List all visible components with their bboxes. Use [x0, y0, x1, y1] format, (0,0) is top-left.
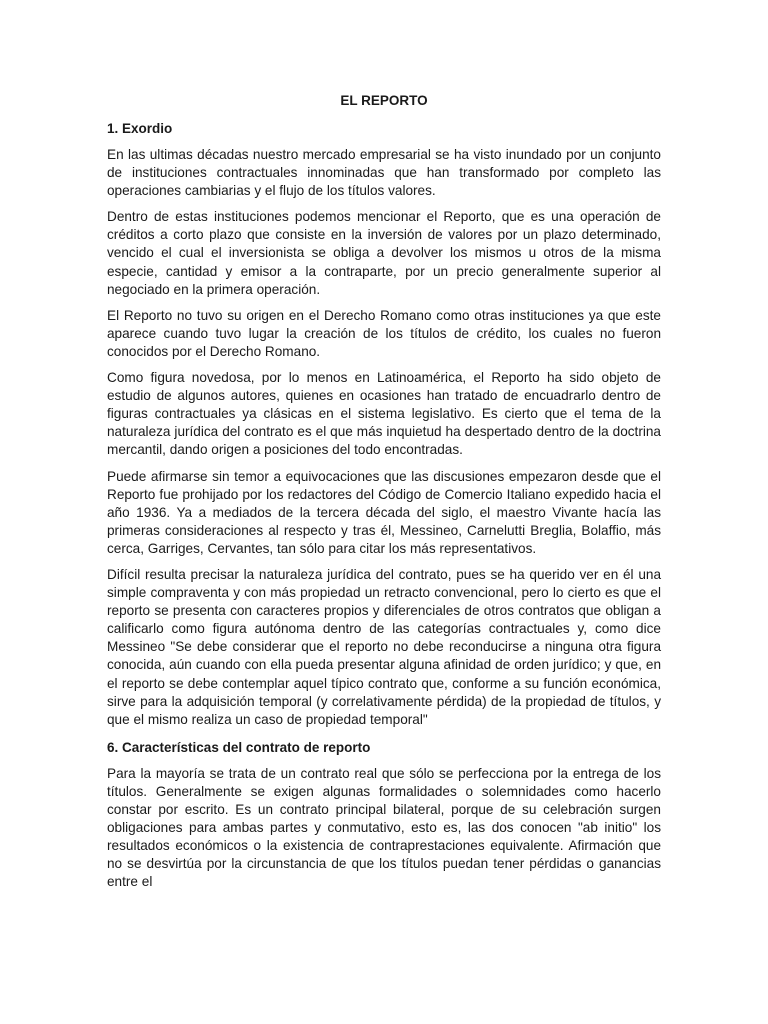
document-title: EL REPORTO [340, 93, 428, 108]
paragraph-6: Difícil resulta precisar la naturaleza jurídica del contrato, pues se ha querido ver en él una simple compraventa y con más propiedad un retracto convencional, pero lo cierto es que el reporto se presenta con caracteres propios y diferenciales de otros contratos que obligan a calificarlo como figura autónoma dentro de las categorías contractuales y, como dice Messineo "Se debe considerar que el reporto no debe reconducirse a ninguna otra figura conocida, aún cuando con ella pueda presentar alguna afinidad de orden jurídico; y que, en el reporto se debe contemplar aquel típico contrato que, conforme a su función económica, sirve para la adquisición temporal (y correlativamente pérdida) de la propiedad de títulos, y que el mismo realiza un caso de propiedad temporal" [107, 566, 661, 727]
paragraph-5: Puede afirmarse sin temor a equivocaciones que las discusiones empezaron desde que el Reporto fue prohijado por los redactores del Código de Comercio Italiano expedido hacia el año 1936. Ya a mediados de la tercera década del siglo, el maestro Vivante hacía las primeras consideraciones al respecto y tras él, Messineo, Carnelutti Breglia, Bolaffio, más cerca, Garriges, Cervantes, tan sólo para citar los más representativos. [107, 468, 661, 556]
section-heading-exordio: 1. Exordio [107, 121, 173, 136]
paragraph-1: En las ultimas décadas nuestro mercado empresarial se ha visto inundado por un conjunto de instituciones contractuales innominadas que han transformado por completo las operaciones cambiarias y el flujo de los títulos valores. [107, 147, 661, 199]
paragraph-4: Como figura novedosa, por lo menos en Latinoamérica, el Reporto ha sido objeto de estudio de algunos autores, quienes en ocasiones han tratado de encuadrarlo dentro de figuras contractuales ya clásicas en el sistema legislativo. Es cierto que el tema de la naturaleza jurídica del contrato es el que más inquietud ha despertado dentro de la doctrina mercantil, dando origen a posiciones del todo encontradas. [107, 370, 661, 458]
paragraph-3: El Reporto no tuvo su origen en el Derecho Romano como otras instituciones ya que este aparece cuando tuvo lugar la creación de los títulos de crédito, los cuales no fueron conocidos por el Derecho Romano. [107, 307, 661, 359]
document-page [107, 92, 661, 899]
section-heading-caracteristicas: 6. Características del contrato de reporto [107, 739, 371, 755]
paragraph-7: Para la mayoría se trata de un contrato real que sólo se perfecciona por la entrega de los títulos. Generalmente se exigen algunas formalidades o solemnidades como hacerlo constar por escrito. Es un contrato principal bilateral, porque de su celebración surgen obligaciones para ambas partes y conmutativo, esto es, las dos conocen "ab initio" los resultados económicos o la existencia de contraprestaciones equivalente. Afirmación que no se desvirtúa por la circunstancia de que los títulos puedan tener pérdidas o ganancias entre el [107, 765, 661, 890]
paragraph-2: Dentro de estas instituciones podemos mencionar el Reporto, que es una operación de créditos a corto plazo que consiste en la inversión de valores por un plazo determinado, vencido el cual el inversionista se obliga a devolver los mismos u otros de la misma especie, cantidad y emisor a la contraparte, por un precio generalmente superior al negociado en la primera operación. [107, 209, 661, 297]
